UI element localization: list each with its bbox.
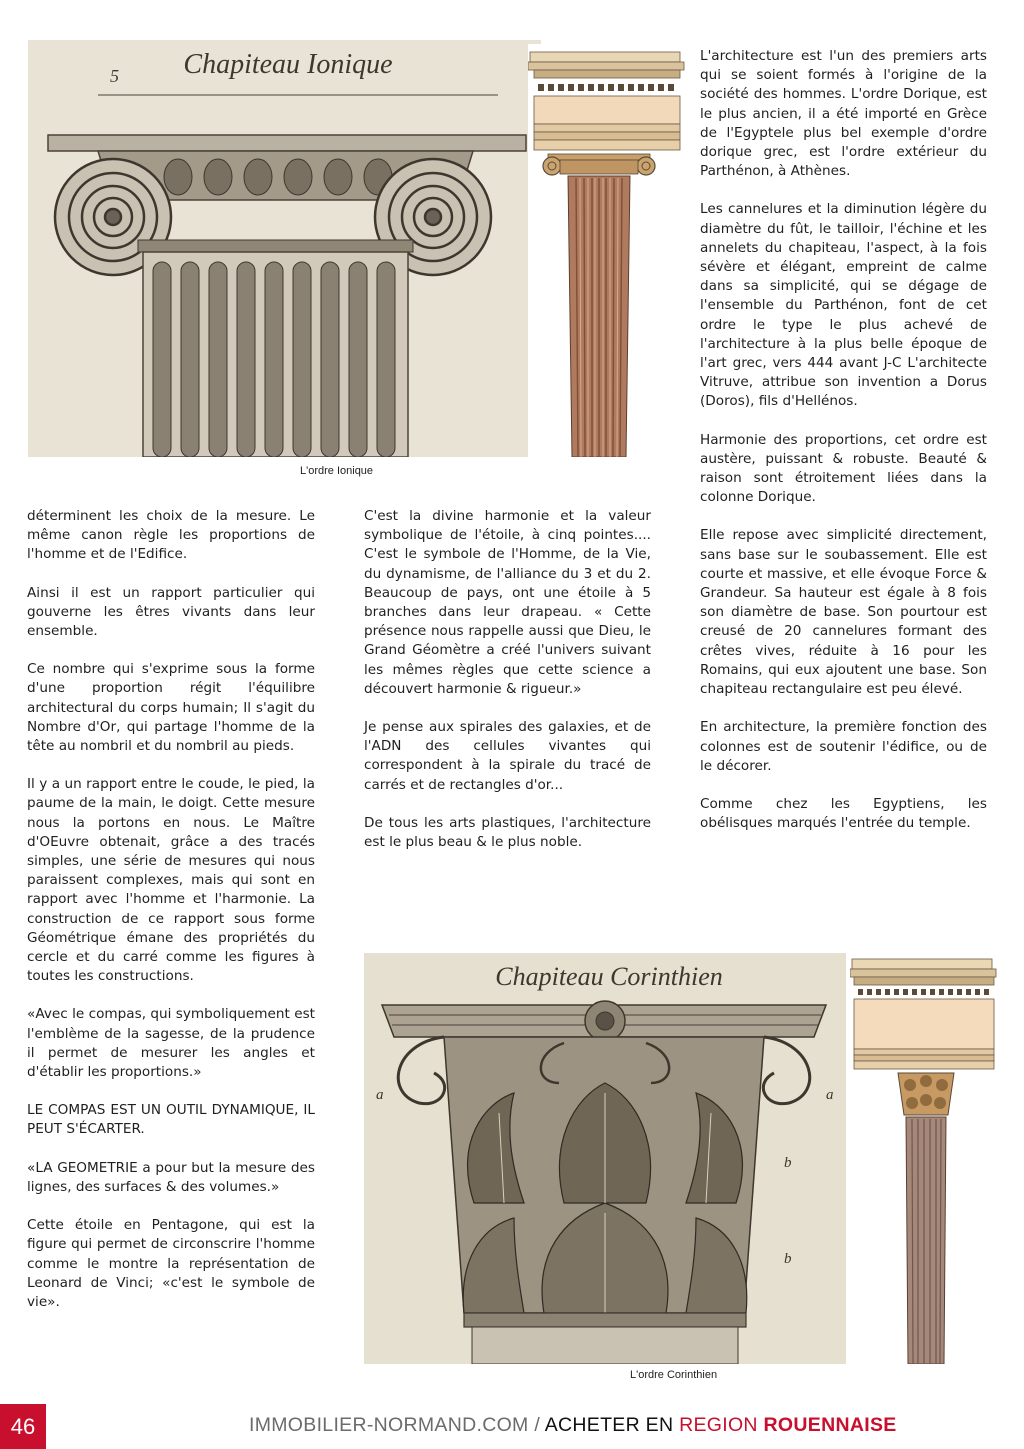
ionic-capital-engraving — [28, 40, 541, 457]
footer-region: REGION — [679, 1414, 764, 1436]
right-paragraph-1: L'architecture est l'un des premiers arts qui se soient formés à l'origine de la société des hommes. L'ordre Dorique, est le plus ancien, il a été importé en Grèce de l'Egyptele plus bel exemple d'ordre dorique grec, est l'ordre extérieur du Parthénon, à Athènes. — [700, 48, 987, 180]
footer-tagline — [249, 1414, 897, 1437]
ionic-column-color-illustration — [528, 44, 688, 457]
left-paragraph-7: «LA GEOMETRIE a pour but la mesure des lignes, des surfaces & des volumes.» — [27, 1159, 315, 1195]
left-paragraph-1: déterminent les choix de la mesure. Le même canon règle les proportions de l'homme et de l'Edifice. — [27, 508, 315, 563]
right-paragraph-3: Harmonie des proportions, cet ordre est austère, puissant & robuste. Beauté & raison sont étroitement liées dans la colonne Dorique. — [700, 431, 987, 506]
text-column-right — [700, 47, 987, 833]
corinthian-label-b2: b — [784, 1251, 792, 1267]
right-paragraph-2: Les cannelures et la diminution légère du diamètre du fût, le tailloir, l'échine et les annelets du chapiteau, l'aspect, à la fois sévère et élégant, empreint de calme dans sa simplicité, qui se dégage de l'ensemble du Parthénon, font de cet ordre le type le plus achevé de l'architecture à la plus belle époque de l'art grec, vers 444 avant J-C L'architecte Vitruve, attribue son invention a Dorus (Doros), fils d'Hellénos. — [700, 201, 987, 410]
middle-paragraph-1: C'est la divine harmonie et la valeur symbolique de l'étoile, à cinq pointes.... C'est le symbole de l'Homme, de la Vie, du dynamisme, de l'alliance du 3 et du 2. Beaucoup de pays, ont une étoile à 5 branches dans leur drapeau. « Cette présence nous rappelle aussi que Dieu, le Grand Géomètre a créé l'univers suivant les mêmes règles que cette science a découvert harmonie & rigueur.» — [364, 508, 651, 697]
left-paragraph-6: LE COMPAS EST UN OUTIL DYNAMIQUE, IL PEUT S'ÉCARTER. — [27, 1102, 315, 1138]
ionic-title: Chapiteau Ionique — [183, 49, 393, 80]
left-paragraph-4: Il y a un rapport entre le coude, le pied, la paume de la main, le doigt. Cette mesure nous la portons en nous. Le Maître d'OEuvre obtenait, grâce a des tracés simples, une série de mesures qui nous paraissent complexes, mais qui sont en rapport avec l'homme et l'harmonie. La construction de ce rapport sous forme Géométrique émane des propriétés du cercle et du carré comme les figures à toutes les constructions. — [27, 776, 315, 985]
footer-site[interactable]: IMMOBILIER-NORMAND.COM — [249, 1414, 529, 1436]
corinthian-label-a-left: a — [376, 1087, 384, 1103]
middle-paragraph-3: De tous les arts plastiques, l'architecture est le plus beau & le plus noble. — [364, 814, 651, 851]
left-paragraph-3: Ce nombre qui s'exprime sous la forme d'une proportion régit l'équilibre architectural du corps humain; Il s'agit du Nombre d'Or, qui partage l'homme de la tête au nombril et du nombril au pieds. — [27, 661, 315, 755]
middle-paragraph-2: Je pense aux spirales des galaxies, et de l'ADN des cellules vivantes qui correspondent à la spirale du tracé de carrés et de rectangles d'or... — [364, 719, 651, 793]
left-paragraph-8: Cette étoile en Pentagone, qui est la figure qui permet de circonscrire l'homme comme le montre la représentation de Leonard de Vinci; «c'est le symbole de vie». — [27, 1217, 315, 1310]
right-paragraph-5: En architecture, la première fonction des colonnes est de soutenir l'édifice, ou de le décorer. — [700, 719, 987, 774]
ionic-caption: L'ordre Ionique — [300, 465, 374, 477]
text-column-middle — [364, 507, 651, 852]
ionic-capital-illustration — [28, 40, 541, 457]
right-paragraph-4: Elle repose avec simplicité directement, sans base sur le soubassement. Elle est courte et massive, et elle évoque Force & Grandeur. Sa hauteur est égale à 8 fois son diamètre de base. Son pourtour est creusé de 20 cannelures formant des crêtes vives, réduite à 16 pour les Romains, qui eux ajoutent une base. Son chapiteau rectangulaire est peu élevé. — [700, 527, 987, 698]
footer-rouennaise: ROUENNAISE — [763, 1414, 897, 1436]
page-number: 46 — [0, 1404, 46, 1449]
left-paragraph-5: «Avec le compas, qui symboliquement est l'emblème de la sagesse, de la prudence il permet de mesurer les angles et d'établir les proportions.» — [27, 1006, 315, 1081]
footer-acheter: ACHETER EN — [544, 1414, 680, 1436]
right-paragraph-6: Comme chez les Egyptiens, les obélisques marqués l'entrée du temple. — [700, 795, 987, 832]
corinthian-label-b1: b — [784, 1155, 792, 1171]
footer-separator: / — [528, 1414, 545, 1436]
corinthian-title: Chapiteau Corinthien — [495, 962, 723, 991]
text-column-left — [27, 507, 315, 1312]
corinthian-capital-illustration — [364, 953, 846, 1364]
corinthian-caption: L'ordre Corinthien — [630, 1369, 718, 1381]
left-paragraph-2: Ainsi il est un rapport particulier qui gouverne les êtres vivants dans leur ensemble. — [27, 584, 315, 640]
corinthian-column-color-illustration — [850, 955, 1000, 1364]
corinthian-capital-engraving — [364, 953, 846, 1364]
corinthian-label-a-right: a — [826, 1087, 834, 1103]
ionic-marker: 5 — [110, 66, 119, 86]
